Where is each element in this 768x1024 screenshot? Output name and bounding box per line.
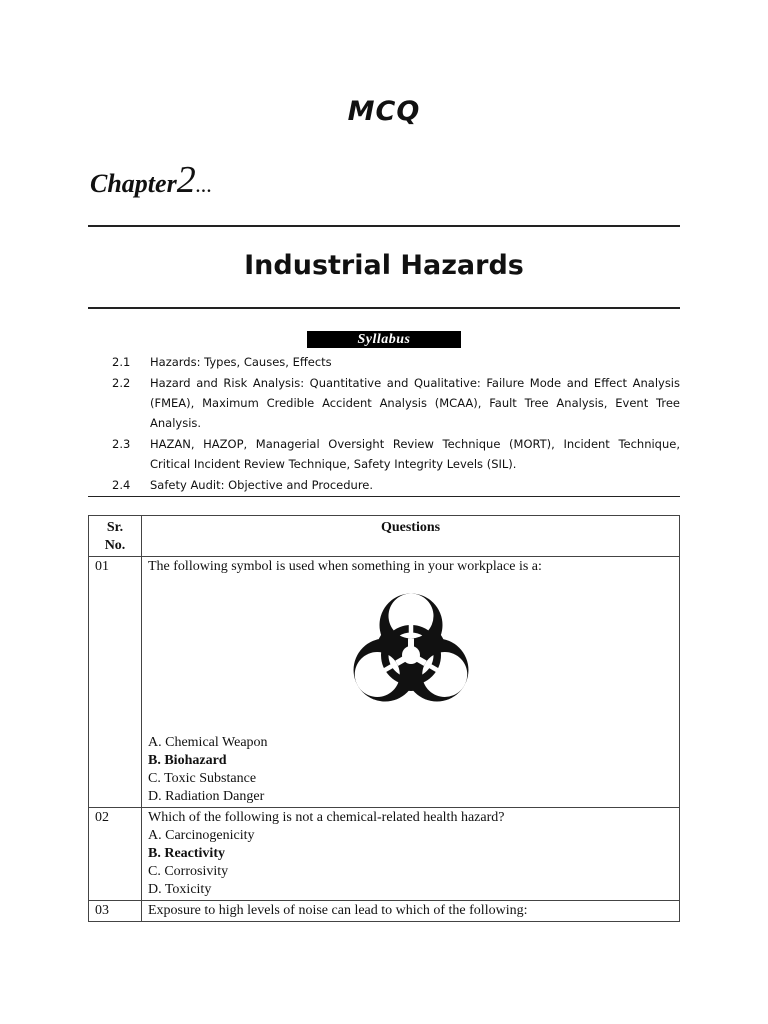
option-correct: B. Reactivity — [148, 846, 225, 861]
question-cell — [142, 901, 680, 922]
syllabus-item — [112, 475, 680, 495]
mcq-heading: MCQ — [347, 96, 421, 127]
question-text: The following symbol is used when something in your workplace is a: — [148, 559, 542, 574]
questions-header: Questions — [142, 516, 680, 557]
table-header-row — [89, 516, 680, 557]
question-cell — [142, 808, 680, 901]
question-number: 02 — [89, 808, 142, 901]
page-title: Industrial Hazards — [244, 250, 524, 281]
option: D. Radiation Danger — [148, 789, 265, 804]
chapter-number: 2 — [176, 159, 196, 201]
syllabus-item-text: Safety Audit: Objective and Procedure. — [150, 478, 374, 492]
syllabus-item-number: 2.2 — [112, 376, 131, 390]
syllabus-item-number: 2.1 — [112, 355, 131, 369]
title-rule — [88, 307, 680, 309]
option: A. Chemical Weapon — [148, 735, 268, 750]
syllabus-item — [112, 352, 680, 372]
syllabus-item-text: Hazard and Risk Analysis: Quantitative and Qualitative: Failure Mode and Effect Analysis (FMEA), Maximum Credible Accident Analysis (MCAA), Fault Tree Analysis, Event Tree Analysis. — [150, 376, 680, 430]
question-number: 01 — [89, 557, 142, 808]
question-number: 03 — [89, 901, 142, 922]
syllabus-item — [112, 373, 680, 433]
syllabus-item-number: 2.3 — [112, 437, 131, 451]
sr-no-header: Sr. No. — [89, 516, 142, 557]
question-text: Exposure to high levels of noise can lead to which of the following: — [148, 903, 528, 918]
chapter-word: Chapter — [90, 169, 177, 198]
chapter-label — [90, 158, 212, 202]
syllabus-item-text: Hazards: Types, Causes, Effects — [150, 355, 332, 369]
questions-table — [88, 515, 680, 922]
question-text: Which of the following is not a chemical-related health hazard? — [148, 810, 505, 825]
syllabus-list — [112, 352, 680, 496]
syllabus-item-number: 2.4 — [112, 478, 131, 492]
option-correct: B. Biohazard — [148, 753, 227, 768]
question-cell — [142, 557, 680, 808]
syllabus-badge: Syllabus — [307, 331, 461, 348]
table-row — [89, 808, 680, 901]
syllabus-item — [112, 434, 680, 474]
syllabus-rule — [88, 496, 680, 497]
table-row — [89, 901, 680, 922]
chapter-dots: ... — [195, 172, 213, 197]
option: A. Carcinogenicity — [148, 828, 255, 843]
top-rule — [88, 225, 680, 227]
option: C. Toxic Substance — [148, 771, 257, 786]
table-row — [89, 557, 680, 808]
biohazard-icon — [148, 576, 673, 734]
option: C. Corrosivity — [148, 864, 229, 879]
option: D. Toxicity — [148, 882, 212, 897]
syllabus-item-text: HAZAN, HAZOP, Managerial Oversight Review Technique (MORT), Incident Technique, Critical Incident Review Technique, Safety Integrity Levels (SIL). — [150, 437, 680, 471]
